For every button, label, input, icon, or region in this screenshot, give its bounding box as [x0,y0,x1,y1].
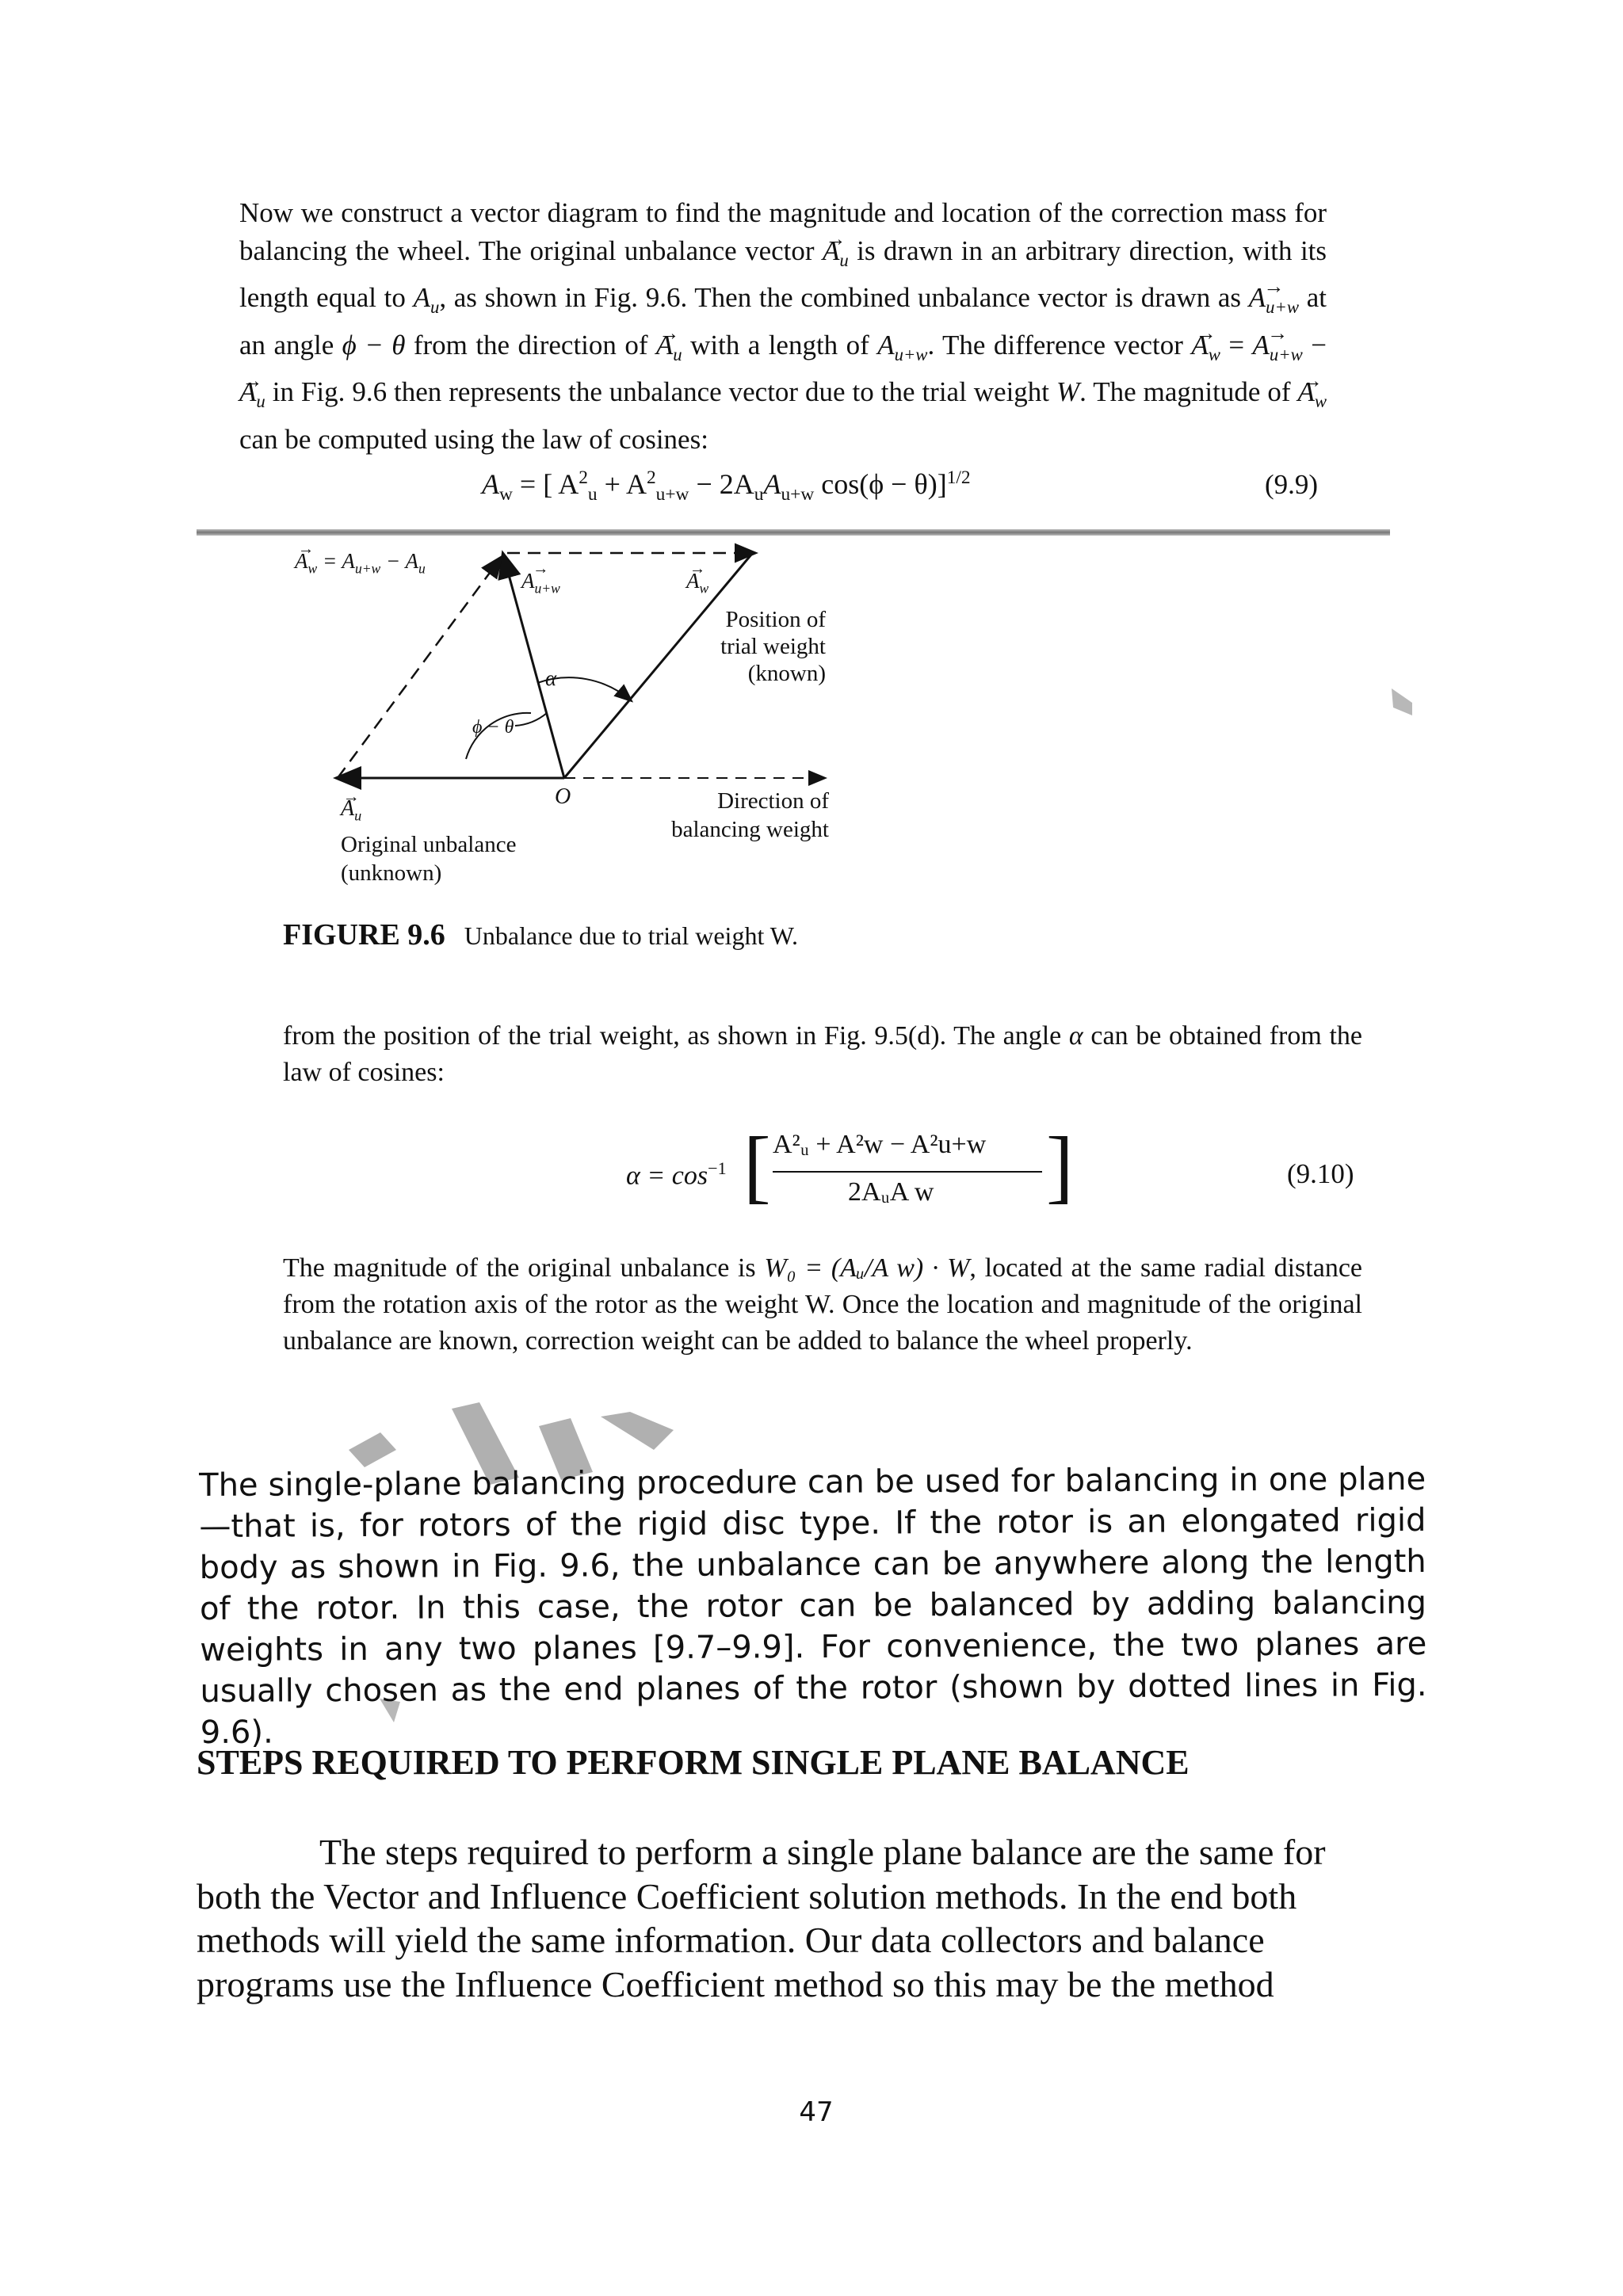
page-number: 47 [799,2096,834,2128]
label-origin-o: O [555,784,571,809]
paragraph-single-plane-procedure: The single-plane balancing procedure can be used for balancing in one plane—that is, for rotors of the rigid disc type. If the rotor is an elongated rigid body as shown in Fig. 9.6, the unbalance can be anywhere along the length of the rotor. In this case, the rotor can be balanced by adding balancing weights in any two planes [9.7–9.9]. For convenience, the two planes are usually chosen as the end planes of the rotor (shown by dotted lines in Fig. 9.6). [199,1460,1427,1752]
watermark-mark-right [1388,685,1420,717]
equation-number-9-9: (9.9) [1265,469,1319,500]
section-divider [197,529,1390,536]
label-auw-top: → $A_{u+w}$ [521,569,560,597]
vector-au-3: → $A_u$ [239,373,265,421]
vector-au: → $A_u$ [823,232,849,280]
paragraph-original-unbalance: The magnitude of the original unbalance is W₀ = (Aᵤ/A w) · W, located at the same radial distance from the rotation axis of the rotor as the weight W. Once the location and magnitude of the original unbalance are known, correction weight can be added to balance the wheel properly. [283,1253,1362,1356]
vector-auw: → $A_{u+w}$ [1249,279,1299,326]
label-aw-equation: → $A_w = A_{u+w} - A_u$ [295,549,426,577]
vector-auw-2: → $A_{u+w}$ [1253,326,1303,374]
label-original-unbalance: Original unbalance (unknown) [341,832,517,886]
label-au: → $A_u$ [341,796,361,825]
paragraph-vector-diagram: Now we construct a vector diagram to find the magnitude and location of the correction mass for balancing the wheel. The original unbalance vector → $A_u$ is drawn in an arbitrary direction, with its length equal to $A_u$, as shown in Fig. 9.6. Then the combined unbalance vector is drawn as → $A_{u+w}$ at an angle ϕ − θ from the direction of → $A_u$ with a length of $A_{u+w}$. The difference vector → $A_w$ = → $A_{u+w}$ − → $A_u$ in Fig. 9.6 then represents the unbalance vector due to the trial weight W. The magnitude of → $A_w$ can be computed using the law of cosines: [239,194,1327,458]
equation-number-9-10: (9.10) [1287,1158,1354,1189]
figure-caption: FIGURE 9.6 Unbalance due to trial weight W. [283,918,799,952]
label-phi-theta: ϕ − θ [472,717,514,738]
equation-9-9: $A_w$ = [ $A^2_u + A^2_{u+w} - 2A_uA_{u+w}$ cos(ϕ − θ)]$^{1/2}$ [482,467,971,505]
label-alpha: α [545,666,557,690]
phi-theta-arc [515,713,547,726]
vector-au-2: → $A_u$ [656,326,682,374]
label-trial-weight-position: Position of trial weight (known) [720,607,826,686]
paragraph-steps: The steps required to perform a single plane balance are the same for both the Vector and Influence Coefficient solution methods. In the end both methods will yield the same information. Our data collectors and balance programs use the Influence Coefficient method so this may be the method [197,1832,1326,2004]
aw-dashed-arrow [338,558,501,778]
paragraph-angle-alpha: from the position of the trial weight, as shown in Fig. 9.5(d). The angle α can be obtained from the law of cosines: [283,1021,1363,1087]
label-balancing-direction: Direction of balancing weight [671,788,829,842]
vector-aw-2: → $A_w$ [1297,373,1327,421]
label-aw-top: → $A_w$ [686,569,708,597]
vector-aw: → $A_w$ [1191,326,1220,374]
section-heading: STEPS REQUIRED TO PERFORM SINGLE PLANE BALANCE [197,1743,1190,1782]
